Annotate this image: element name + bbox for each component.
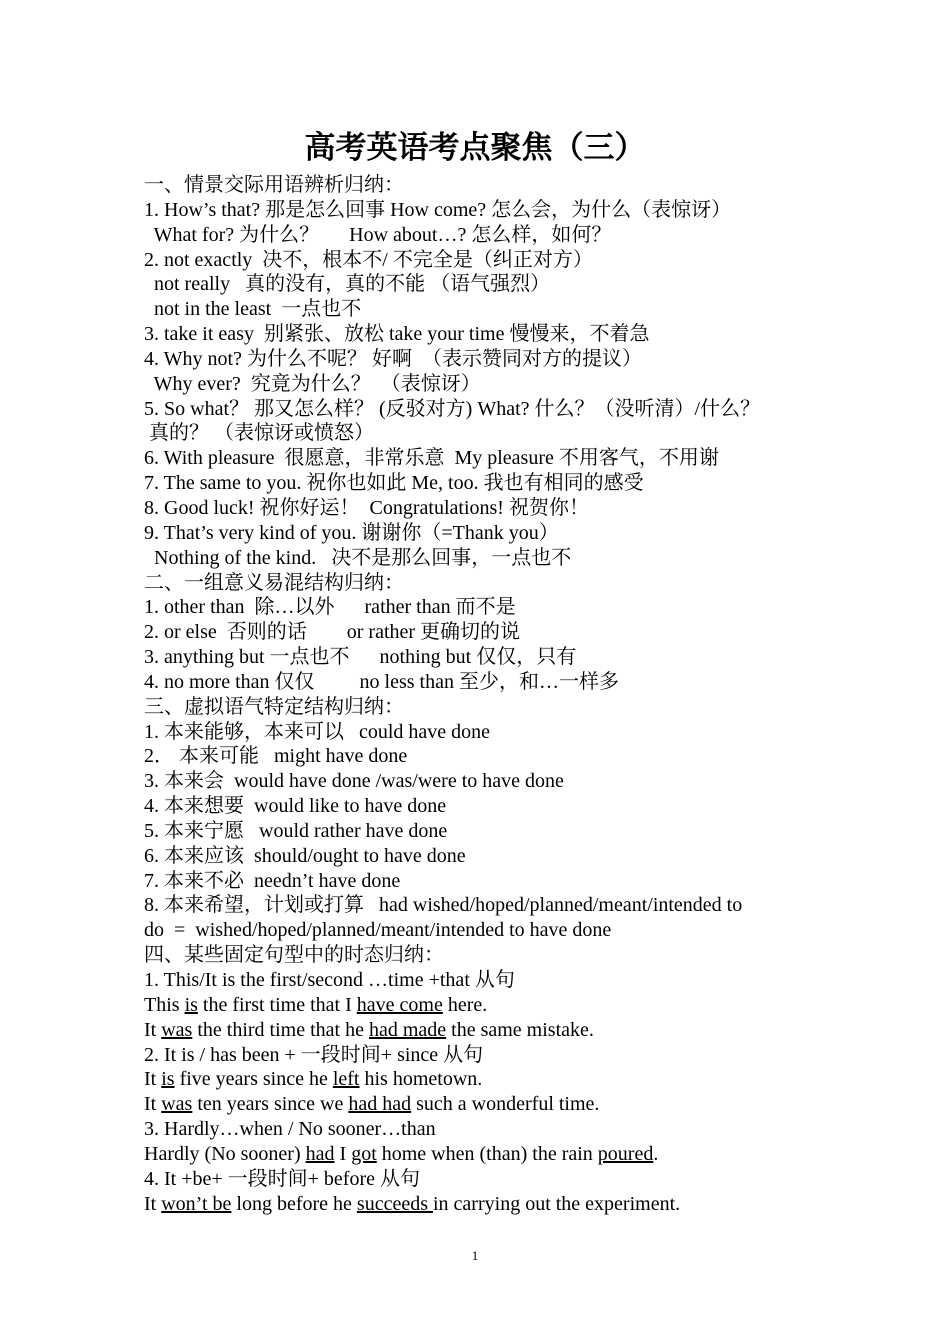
text-line: 3. Hardly…when / No sooner…than <box>144 1118 436 1141</box>
text-line: 3. anything but 一点也不 nothing but 仅仅，只有 <box>144 646 577 669</box>
text-line: 4. no more than 仅仅 no less than 至少，和…一样多 <box>144 670 619 693</box>
section-heading-3: 三、虚拟语气特定结构归纳： <box>144 695 404 718</box>
text-span: It <box>144 1093 162 1116</box>
text-line: 真的？ （表惊讶或愤怒） <box>144 422 374 445</box>
text-line: 7. 本来不必 needn’t have done <box>144 869 401 892</box>
text-span: here. <box>442 993 488 1016</box>
underlined-verb: had made <box>368 1018 447 1041</box>
text-line: 2． 本来可能 might have done <box>144 745 408 768</box>
text-line: 1. other than 除…以外 rather than 而不是 <box>144 596 516 619</box>
text-line: What for? 为什么？ How about…? 怎么样，如何？ <box>144 223 612 246</box>
text-line: not in the least 一点也不 <box>144 298 362 321</box>
underlined-verb: got <box>351 1142 377 1165</box>
text-line: 8. 本来希望，计划或打算 had wished/hoped/planned/meant/intended to <box>144 894 743 917</box>
example-sentence <box>144 993 834 1018</box>
underlined-verb: is <box>184 993 198 1016</box>
underlined-verb: poured <box>597 1142 654 1165</box>
text-span: such a wonderful time. <box>411 1093 600 1116</box>
text-line: 6. 本来应该 should/ought to have done <box>144 844 466 867</box>
text-span: his hometown. <box>359 1068 483 1091</box>
text-span: It <box>144 1068 162 1091</box>
example-sentence <box>144 1192 834 1217</box>
section-heading-2: 二、一组意义易混结构归纳： <box>144 571 404 594</box>
text-span: . <box>653 1142 659 1165</box>
text-span: long before he <box>231 1192 357 1215</box>
document-body <box>144 173 834 1216</box>
text-line: 9. That’s very kind of you. 谢谢你（=Thank you） <box>144 521 559 544</box>
text-span: ten years since we <box>192 1093 349 1116</box>
text-span: home when (than) the rain <box>376 1142 598 1165</box>
text-line: 5. So what？ 那又怎么样？ (反驳对方) What? 什么？（没听清）/什么？ <box>144 397 761 420</box>
page-title: 高考英语考点聚焦（三） <box>304 130 646 165</box>
text-span: in carrying out the experiment. <box>433 1192 681 1215</box>
text-line: Nothing of the kind. 决不是那么回事，一点也不 <box>144 546 572 569</box>
text-span: It <box>144 1018 162 1041</box>
text-line: 5. 本来宁愿 would rather have done <box>144 819 448 842</box>
text-span: This <box>144 993 185 1016</box>
section-heading-4: 四、某些固定句型中的时态归纳： <box>144 944 444 967</box>
text-line: 3. take it easy 别紧张、放松 take your time 慢慢来，不着急 <box>144 323 650 346</box>
text-line: do = wished/hoped/planned/meant/intended to have done <box>144 919 612 942</box>
text-line: 6. With pleasure 很愿意，非常乐意 My pleasure 不用客气，不用谢 <box>144 447 719 470</box>
text-span: the first time that I <box>197 993 357 1016</box>
underlined-verb: had <box>305 1142 335 1165</box>
text-line: 3. 本来会 would have done /was/were to have done <box>144 770 564 793</box>
text-span: It <box>144 1192 162 1215</box>
text-line: 4. It +be+ 一段时间+ before 从句 <box>144 1167 421 1190</box>
text-line: 7. The same to you. 祝你也如此 Me, too. 我也有相同的感受 <box>144 472 644 495</box>
text-span: the same mistake. <box>446 1018 594 1041</box>
example-sentence <box>144 1067 834 1092</box>
text-span: I <box>334 1142 352 1165</box>
underlined-verb: was <box>161 1018 193 1041</box>
text-line: 2. not exactly 决不，根本不/ 不完全是（纠正对方） <box>144 248 593 271</box>
section-heading-1: 一、情景交际用语辨析归纳： <box>144 174 404 196</box>
text-line: 4. Why not? 为什么不呢？ 好啊 （表示赞同对方的提议） <box>144 347 642 370</box>
text-line: not really 真的没有，真的不能 （语气强烈） <box>144 273 551 296</box>
underlined-verb: have come <box>356 993 443 1016</box>
page-number: 1 <box>471 1248 479 1263</box>
underlined-verb: had had <box>348 1093 412 1116</box>
underlined-verb: won’t be <box>161 1192 232 1215</box>
text-span: five years since he <box>174 1068 333 1091</box>
underlined-verb: is <box>161 1068 175 1091</box>
text-line: 1. This/It is the first/second …time +that 从句 <box>144 969 515 991</box>
example-sentence <box>144 1018 834 1043</box>
underlined-verb: left <box>332 1068 360 1091</box>
underlined-verb: was <box>161 1093 193 1116</box>
example-sentence <box>144 1142 834 1167</box>
text-line: Why ever? 究竟为什么？ （表惊讶） <box>144 372 481 395</box>
underlined-verb: succeeds <box>356 1192 433 1215</box>
text-line: 2. or else 否则的话 or rather 更确切的说 <box>144 621 521 644</box>
text-line: 1. 本来能够，本来可以 could have done <box>144 720 491 743</box>
text-line: 2. It is / has been + 一段时间+ since 从句 <box>144 1043 484 1066</box>
text-line: 8. Good luck! 祝你好运！ Congratulations! 祝贺你！ <box>144 496 589 519</box>
text-span: the third time that he <box>192 1018 369 1041</box>
text-span: Hardly (No sooner) <box>144 1142 306 1165</box>
text-line: 1. How’s that? 那是怎么回事 How come? 怎么会，为什么（表惊讶） <box>144 198 732 221</box>
text-line: 4. 本来想要 would like to have done <box>144 795 447 818</box>
example-sentence <box>144 1092 834 1117</box>
